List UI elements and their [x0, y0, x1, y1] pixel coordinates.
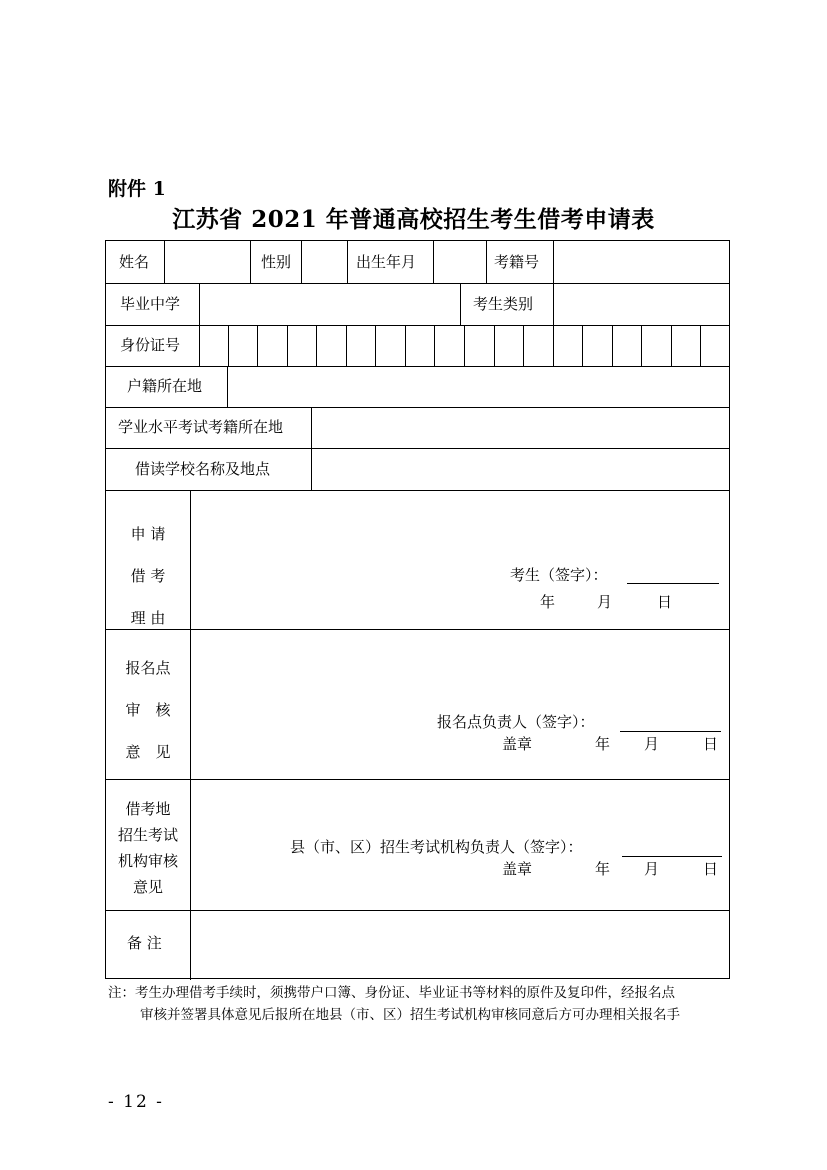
- agency-head-signature-line[interactable]: [622, 856, 722, 857]
- page-number: - 12 -: [108, 1092, 164, 1112]
- name-label: 姓名: [119, 253, 150, 271]
- cell-divider: [553, 283, 554, 325]
- id-digit-box[interactable]: [494, 325, 523, 366]
- attachment-label: 附件 1: [108, 178, 166, 200]
- gender-field[interactable]: [303, 243, 345, 281]
- note-line-1: 注：考生办理借考手续时，须携带户口簿、身份证、毕业证书等材料的原件及复印件，经报名点: [108, 985, 675, 1001]
- id-digit-box[interactable]: [287, 325, 316, 366]
- household-label: 户籍所在地: [127, 377, 203, 395]
- agency-review-label-line: 招生考试: [117, 826, 178, 844]
- cell-divider: [486, 241, 487, 283]
- cell-divider: [433, 241, 434, 283]
- graduation-school-label: 毕业中学: [120, 295, 181, 313]
- row-divider: [106, 490, 729, 491]
- agency-day: 日: [703, 860, 719, 878]
- id-digit-box[interactable]: [671, 325, 700, 366]
- cell-divider: [460, 283, 461, 325]
- name-field[interactable]: [166, 243, 248, 281]
- cell-divider: [553, 241, 554, 283]
- site-seal: 盖章: [502, 735, 533, 753]
- id-digit-box[interactable]: [464, 325, 493, 366]
- site-head-signature-label: 报名点负责人（签字）：: [437, 713, 595, 731]
- site-review-label-line: 报名点: [125, 659, 171, 677]
- note-line-2: 审核并签署具体意见后报所在地县（市、区）招生考试机构审核同意后方可办理相关报名手: [140, 1007, 680, 1023]
- birth-date-field[interactable]: [435, 243, 484, 281]
- row-divider: [106, 629, 729, 630]
- id-digit-box[interactable]: [405, 325, 434, 366]
- reason-label: [106, 513, 190, 639]
- label-column-divider: [190, 490, 191, 980]
- agency-review-label-line: 借考地: [125, 800, 171, 818]
- site-year: 年: [595, 735, 611, 753]
- form-note: [108, 982, 733, 1026]
- row-divider: [106, 407, 729, 408]
- row-divider: [106, 910, 729, 911]
- agency-review-label-line: 意见: [132, 878, 163, 896]
- reason-label-line: 申 请: [130, 525, 166, 543]
- cell-divider: [199, 283, 200, 325]
- cell-divider: [164, 241, 165, 283]
- academic-test-registration-field[interactable]: [313, 409, 725, 446]
- site-head-signature-line[interactable]: [620, 731, 721, 732]
- agency-review-label: [106, 796, 190, 900]
- candidate-signature-label: 考生（签字）：: [510, 566, 608, 584]
- agency-year: 年: [595, 860, 611, 878]
- site-review-label-line: 审 核: [125, 701, 171, 719]
- birth-date-label: 出生年月: [356, 253, 417, 271]
- row-divider: [106, 779, 729, 780]
- site-review-label: [106, 647, 190, 773]
- agency-review-label-line: 机构审核: [117, 852, 178, 870]
- application-form: [105, 240, 730, 979]
- household-field[interactable]: [229, 368, 725, 405]
- id-number-label: 身份证号: [120, 336, 181, 354]
- id-digit-box[interactable]: [257, 325, 286, 366]
- site-review-label-line: 意 见: [125, 743, 171, 761]
- agency-seal: 盖章: [502, 860, 533, 878]
- registration-number-field[interactable]: [555, 243, 725, 281]
- id-digit-box[interactable]: [346, 325, 375, 366]
- borrow-school-field[interactable]: [313, 450, 725, 488]
- site-month: 月: [644, 735, 660, 753]
- borrow-school-label: 借读学校名称及地点: [135, 460, 271, 478]
- id-digit-box[interactable]: [700, 325, 730, 366]
- candidate-category-label: 考生类别: [473, 295, 534, 313]
- id-digit-box[interactable]: [434, 325, 463, 366]
- id-digit-box[interactable]: [523, 325, 552, 366]
- agency-head-signature-label: 县（市、区）招生考试机构负责人（签字）：: [290, 838, 583, 856]
- remarks-label: 备 注: [127, 934, 162, 952]
- reason-label-line: 借 考: [130, 567, 166, 585]
- cell-divider: [227, 366, 228, 407]
- gender-label: 性别: [261, 253, 292, 271]
- agency-month: 月: [644, 860, 660, 878]
- candidate-category-field[interactable]: [555, 285, 725, 323]
- cell-divider: [250, 241, 251, 283]
- reason-year: 年: [540, 593, 556, 611]
- row-divider: [106, 448, 729, 449]
- reason-month: 月: [597, 593, 613, 611]
- id-digit-box[interactable]: [316, 325, 345, 366]
- reason-day: 日: [657, 593, 673, 611]
- academic-test-registration-label: 学业水平考试考籍所在地: [118, 418, 284, 436]
- id-digit-box[interactable]: [375, 325, 404, 366]
- registration-number-label: 考籍号: [494, 253, 540, 271]
- cell-divider: [301, 241, 302, 283]
- graduation-school-field[interactable]: [201, 285, 458, 323]
- id-digit-box[interactable]: [641, 325, 670, 366]
- id-digit-box[interactable]: [553, 325, 582, 366]
- id-digit-box[interactable]: [582, 325, 611, 366]
- id-digit-box[interactable]: [612, 325, 641, 366]
- cell-divider: [311, 407, 312, 490]
- reason-label-line: 理 由: [130, 609, 166, 627]
- id-digit-box[interactable]: [228, 325, 257, 366]
- site-day: 日: [703, 735, 719, 753]
- row-divider: [106, 366, 729, 367]
- cell-divider: [347, 241, 348, 283]
- remarks-field[interactable]: [192, 912, 725, 976]
- id-digit-box[interactable]: [199, 325, 228, 366]
- candidate-signature-line[interactable]: [627, 583, 719, 584]
- form-title: 江苏省 2021 年普通高校招生考生借考申请表: [172, 206, 655, 233]
